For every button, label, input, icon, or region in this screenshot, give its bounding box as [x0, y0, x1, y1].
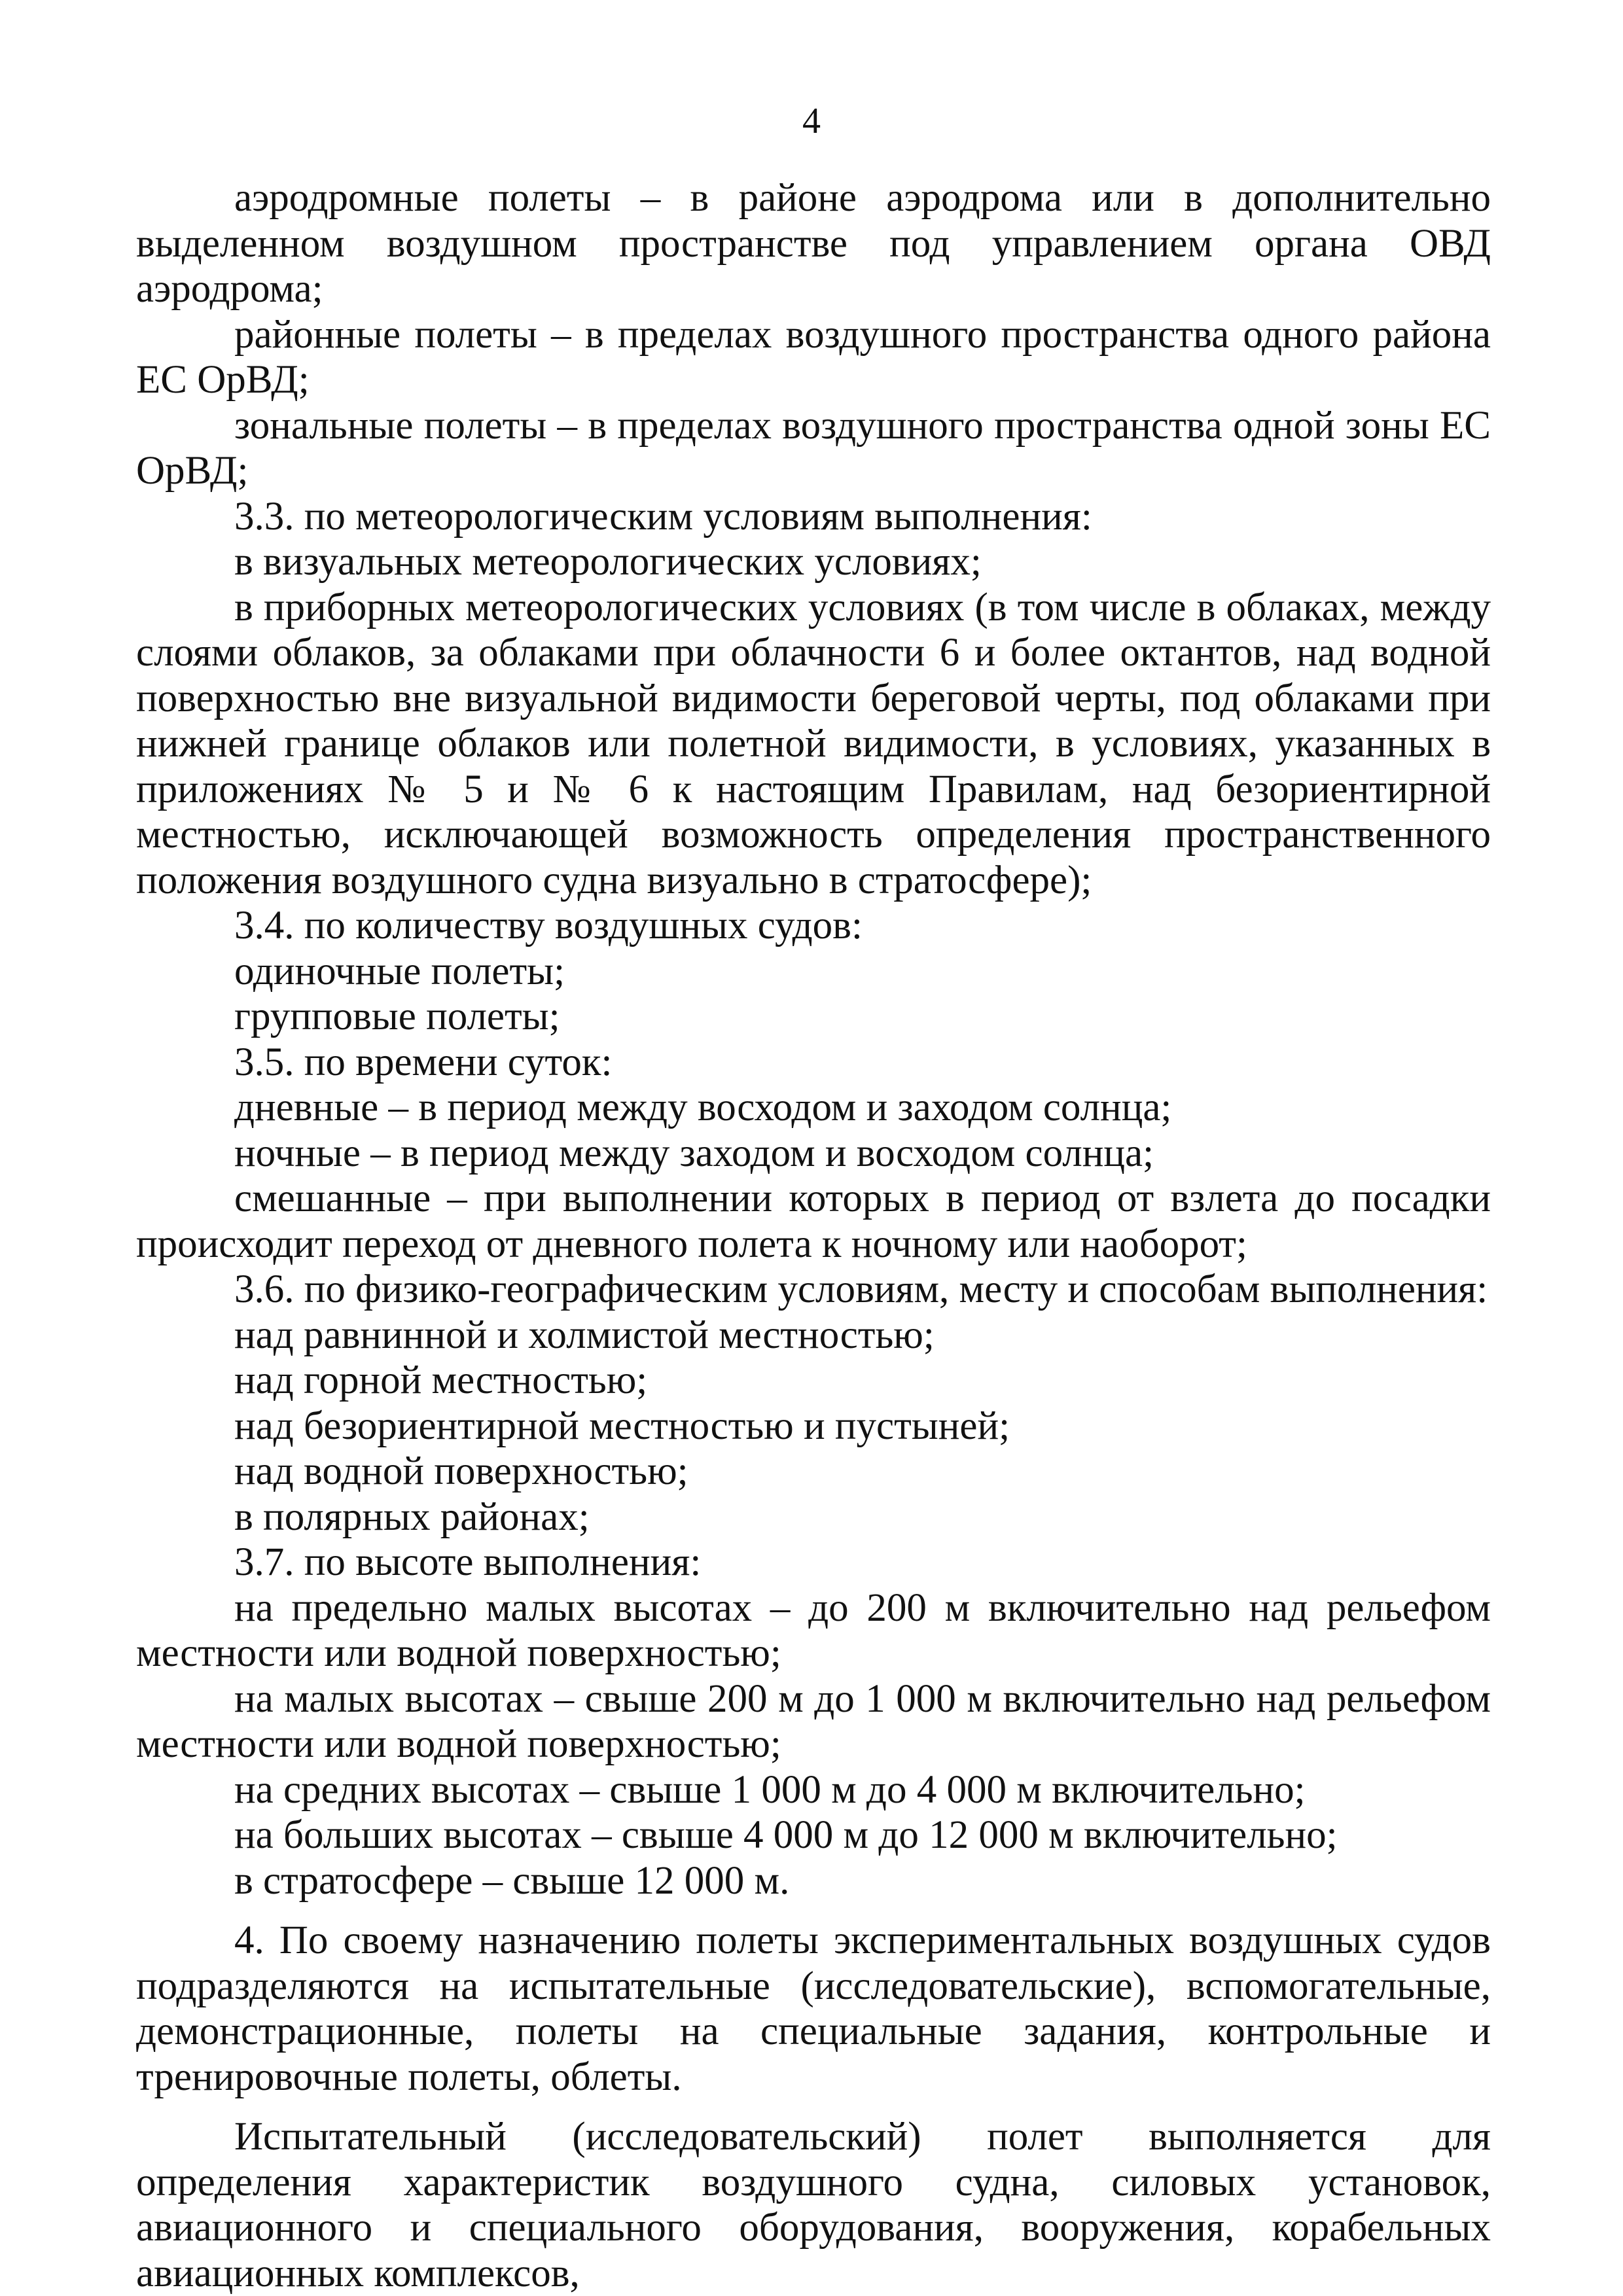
paragraph-low-altitude: на малых высотах – свыше 200 м до 1 000 м включительно над рельефом местности или водной поверхностью; — [136, 1676, 1491, 1766]
paragraph-mountain-terrain: над горной местностью; — [234, 1358, 648, 1402]
paragraph-high-altitude: на больших высотах – свыше 4 000 м до 12 000 м включительно; — [234, 1813, 1338, 1857]
paragraph-district-flights: районные полеты – в пределах воздушного пространства одного района ЕС ОрВД; — [136, 312, 1491, 402]
page-number: 4 — [802, 101, 821, 141]
document-body — [136, 175, 1491, 2296]
paragraph-test-flight: Испытательный (исследовательский) полет выполняется для определения характеристик воздушного судна, силовых установок, авиационного и специального оборудования, вооружения, корабельных авиационных комплексов, — [136, 2115, 1491, 2295]
paragraph-night-flights: ночные – в период между заходом и восходом солнца; — [234, 1131, 1154, 1175]
paragraph-mixed-flights: смешанные – при выполнении которых в период от взлета до посадки происходит переход от дневного полета к ночному или наоборот; — [136, 1176, 1491, 1266]
paragraph-stratosphere: в стратосфере – свыше 12 000 м. — [234, 1858, 790, 1903]
paragraph-featureless-terrain: над безориентирной местностью и пустыней; — [234, 1404, 1010, 1448]
paragraph-water-surface: над водной поверхностью; — [234, 1449, 688, 1493]
paragraph-plain-terrain: над равнинной и холмистой местностью; — [234, 1313, 935, 1357]
paragraph-clause-3-7: 3.7. по высоте выполнения: — [234, 1540, 702, 1584]
paragraph-clause-3-6: 3.6. по физико-географическим условиям, месту и способам выполнения: — [234, 1267, 1488, 1311]
paragraph-zonal-flights: зональные полеты – в пределах воздушного пространства одной зоны ЕС ОрВД; — [136, 403, 1491, 493]
paragraph-polar-regions: в полярных районах; — [234, 1494, 590, 1539]
paragraph-instrument-conditions: в приборных метеорологических условиях (в том числе в облаках, между слоями облаков, за облаками при облачности 6 и более октантов, над водной поверхностью вне визуальной видимости береговой черты, под облаками при нижней границе облаков или полетной видимости, в условиях, указанных в приложениях № 5 и № 6 к настоящим Правилам, над безориентирной местностью, исключающей возможность определения пространственного положения воздушного судна визуально в стратосфере); — [136, 585, 1491, 902]
paragraph-visual-conditions: в визуальных метеорологических условиях; — [234, 540, 982, 584]
paragraph-clause-3-4: 3.4. по количеству воздушных судов: — [234, 904, 863, 947]
paragraph-medium-altitude: на средних высотах – свыше 1 000 м до 4 000 м включительно; — [234, 1767, 1306, 1812]
paragraph-aerodrome-flights: аэродромные полеты – в районе аэродрома или в дополнительно выделенном воздушном пространстве под управлением органа ОВД аэродрома; — [136, 176, 1491, 311]
paragraph-single-flights: одиночные полеты; — [234, 949, 565, 993]
paragraph-clause-3-3: 3.3. по метеорологическим условиям выполнения: — [234, 494, 1092, 539]
paragraph-clause-3-5: 3.5. по времени суток: — [234, 1040, 613, 1084]
paragraph-extremely-low-altitude: на предельно малых высотах – до 200 м включительно над рельефом местности или водной поверхностью; — [136, 1585, 1491, 1675]
paragraph-group-flights: групповые полеты; — [234, 995, 560, 1038]
paragraph-clause-4: 4. По своему назначению полеты экспериментальных воздушных судов подразделяются на испытательные (исследовательские), вспомогательные, демонстрационные, полеты на специальные задания, контрольные и тренировочные полеты, облеты. — [136, 1918, 1491, 2099]
paragraph-day-flights: дневные – в период между восходом и заходом солнца; — [234, 1086, 1172, 1129]
